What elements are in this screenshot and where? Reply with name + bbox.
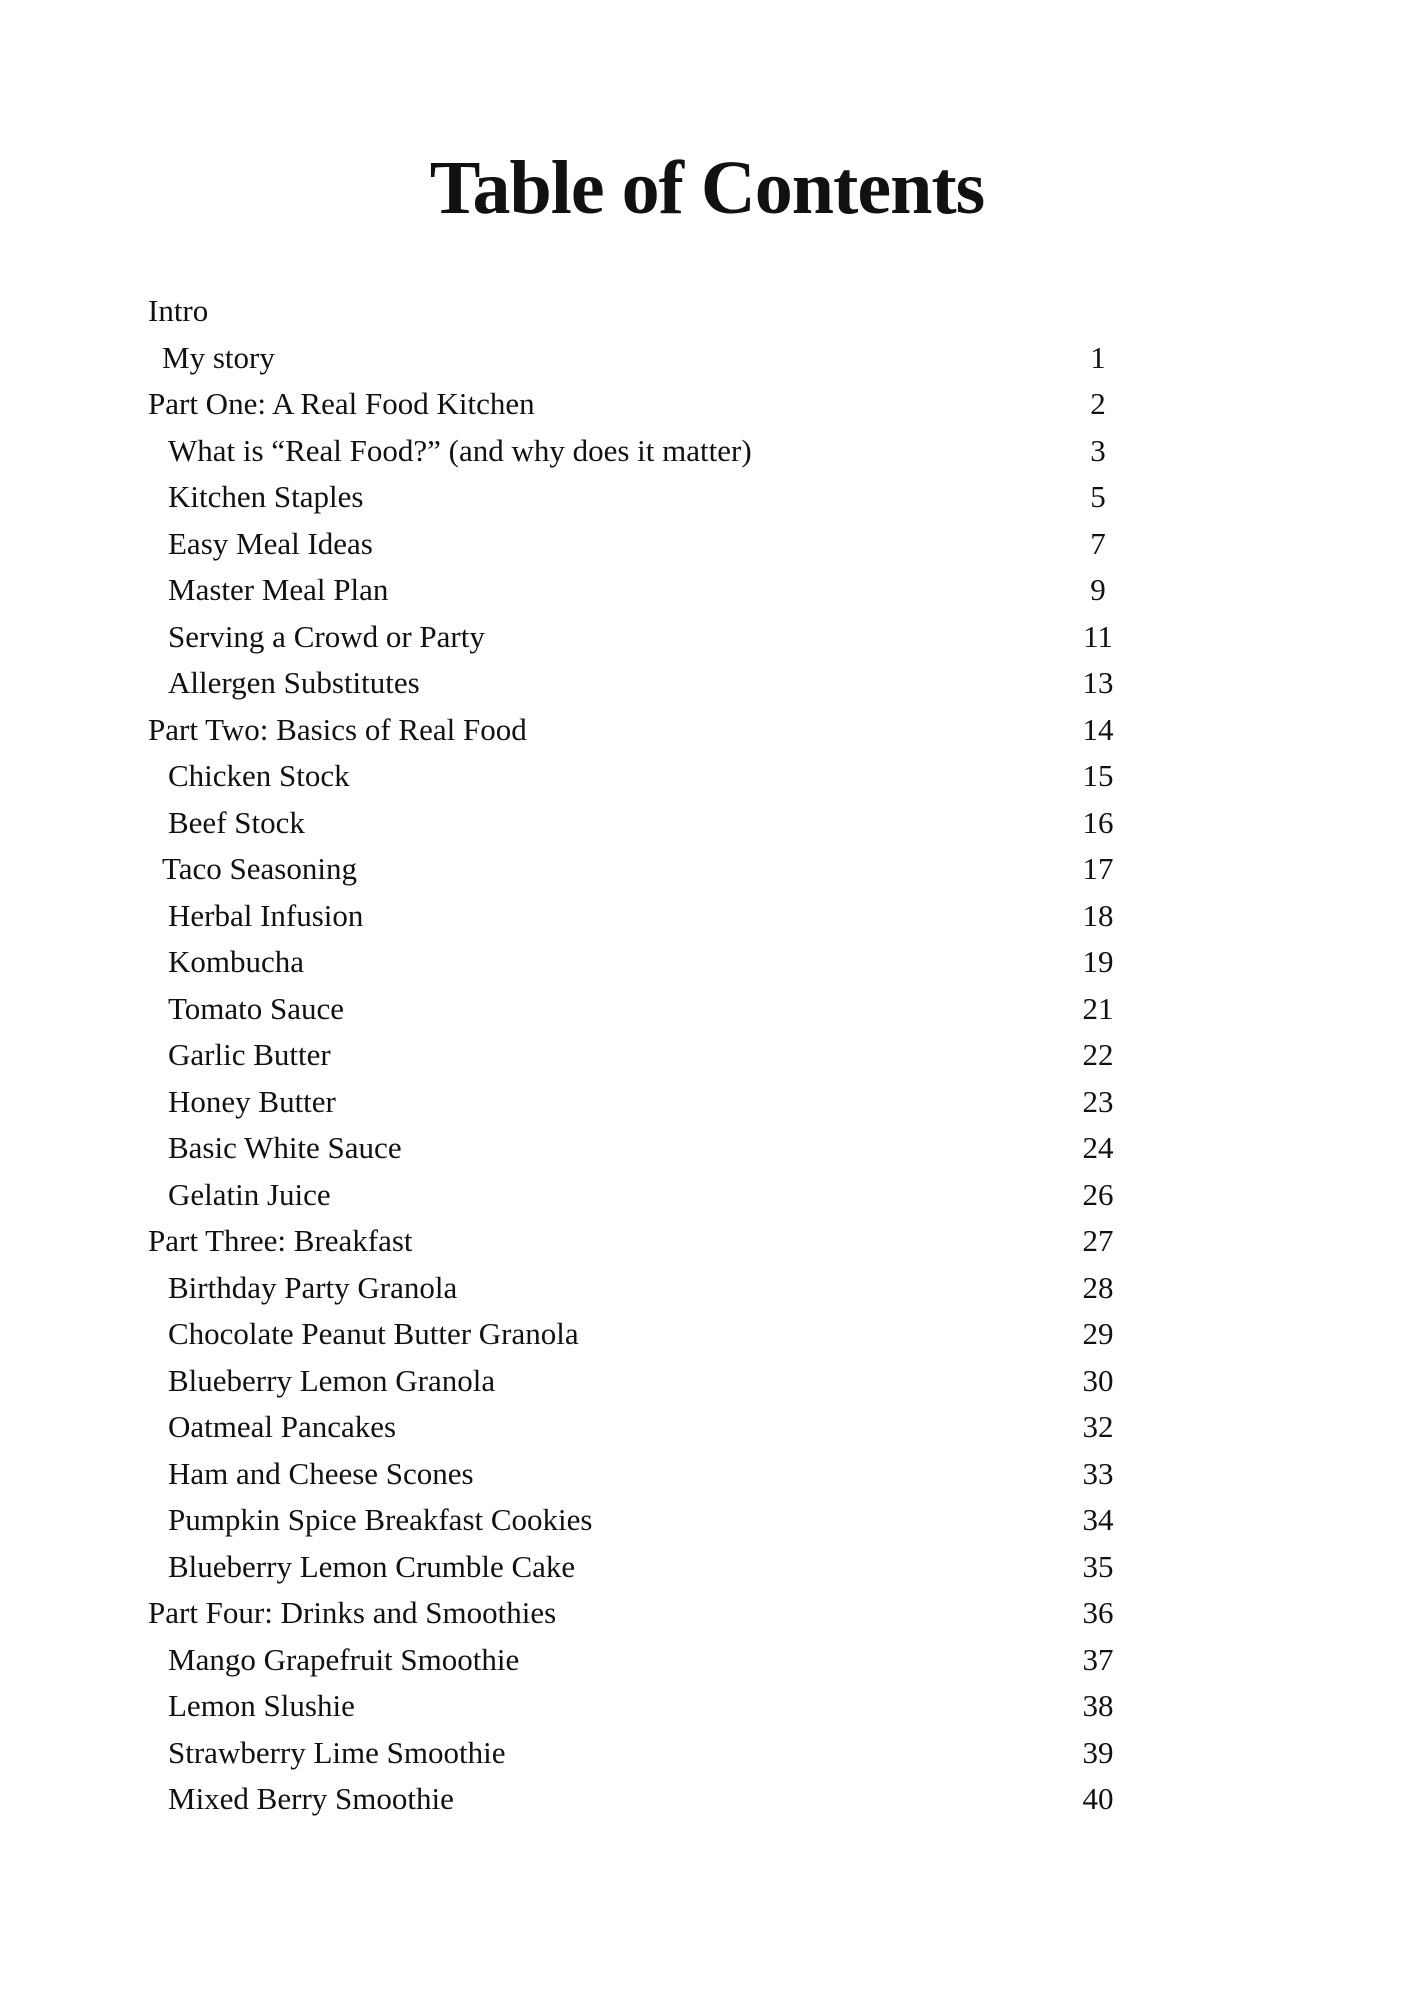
toc-page-number: 39 bbox=[1082, 1734, 1114, 1770]
toc-entry-title: Gelatin Juice bbox=[168, 1176, 331, 1212]
toc-entry bbox=[148, 1032, 1138, 1079]
toc-entry-title: Serving a Crowd or Party bbox=[168, 618, 485, 654]
toc-page-number: 40 bbox=[1082, 1781, 1114, 1816]
toc-page-number: 1 bbox=[1090, 339, 1106, 375]
toc-entry-title: Blueberry Lemon Granola bbox=[168, 1362, 496, 1398]
table-of-contents bbox=[148, 288, 1138, 1823]
toc-entry-title: Allergen Substitutes bbox=[168, 665, 420, 700]
toc-page-number: 33 bbox=[1082, 1455, 1114, 1491]
page-title: Table of Contents bbox=[429, 146, 985, 230]
toc-entry bbox=[148, 1637, 1138, 1684]
toc-page-number: 36 bbox=[1082, 1595, 1114, 1630]
toc-entry bbox=[148, 521, 1138, 568]
toc-entry bbox=[148, 893, 1138, 940]
toc-entry-title: Oatmeal Pancakes bbox=[168, 1409, 397, 1444]
toc-page-number: 14 bbox=[1082, 711, 1114, 747]
toc-page-number: 30 bbox=[1082, 1362, 1114, 1398]
toc-page-number: 15 bbox=[1082, 758, 1114, 793]
toc-page-number: 29 bbox=[1082, 1316, 1114, 1351]
toc-entry bbox=[148, 1590, 1138, 1637]
toc-entry-title: Herbal Infusion bbox=[168, 897, 364, 933]
toc-page-number: 28 bbox=[1082, 1269, 1114, 1305]
toc-entry-title: Pumpkin Spice Breakfast Cookies bbox=[168, 1502, 593, 1537]
toc-entry-title: Chicken Stock bbox=[168, 758, 350, 793]
toc-entry bbox=[148, 939, 1138, 986]
toc-page-number: 22 bbox=[1082, 1037, 1114, 1072]
toc-page-number: 38 bbox=[1082, 1688, 1114, 1723]
toc-entry bbox=[148, 1683, 1138, 1730]
toc-entry bbox=[148, 567, 1138, 614]
toc-entry-title: Blueberry Lemon Crumble Cake bbox=[168, 1548, 576, 1584]
toc-page-number: 9 bbox=[1090, 572, 1106, 607]
toc-page-number: 32 bbox=[1082, 1409, 1114, 1444]
toc-entry bbox=[148, 1079, 1138, 1126]
toc-entry bbox=[148, 474, 1138, 521]
toc-entry bbox=[148, 1218, 1138, 1265]
toc-entry bbox=[148, 1358, 1138, 1405]
toc-entry bbox=[148, 660, 1138, 707]
toc-page-number: 5 bbox=[1090, 479, 1106, 514]
toc-page-number: 34 bbox=[1082, 1502, 1114, 1537]
toc-entry-title: Easy Meal Ideas bbox=[168, 525, 373, 561]
toc-entry-title: Part Two: Basics of Real Food bbox=[148, 711, 527, 747]
toc-entry bbox=[148, 1776, 1138, 1823]
toc-entry-title: Kombucha bbox=[168, 944, 305, 979]
toc-entry bbox=[148, 1544, 1138, 1591]
toc-entry bbox=[148, 1730, 1138, 1777]
toc-page-number: 21 bbox=[1082, 990, 1114, 1026]
toc-page-number: 37 bbox=[1082, 1641, 1114, 1677]
toc-entry bbox=[148, 1497, 1138, 1544]
toc-page-number: 3 bbox=[1090, 432, 1106, 468]
toc-entry bbox=[148, 753, 1138, 800]
toc-entry bbox=[148, 381, 1138, 428]
toc-entry bbox=[148, 288, 1138, 335]
toc-entry-title: Garlic Butter bbox=[168, 1037, 331, 1072]
toc-entry bbox=[148, 986, 1138, 1033]
toc-entry bbox=[148, 1451, 1138, 1498]
toc-page-number: 23 bbox=[1082, 1083, 1114, 1119]
toc-entry bbox=[148, 614, 1138, 661]
toc-page-number: 18 bbox=[1082, 897, 1114, 933]
toc-page-number: 16 bbox=[1082, 804, 1114, 840]
toc-page-number: 35 bbox=[1082, 1548, 1114, 1584]
toc-entry-title: Basic White Sauce bbox=[168, 1130, 402, 1165]
toc-entry-title: Intro bbox=[148, 293, 209, 328]
toc-entry-title: Part Three: Breakfast bbox=[148, 1223, 413, 1258]
toc-page-number: 13 bbox=[1082, 665, 1114, 700]
toc-page-number: 2 bbox=[1090, 386, 1106, 421]
toc-entry-title: Part One: A Real Food Kitchen bbox=[148, 386, 535, 421]
toc-entry bbox=[148, 1404, 1138, 1451]
toc-page-number: 26 bbox=[1082, 1176, 1114, 1212]
toc-entry-title: Taco Seasoning bbox=[162, 851, 357, 886]
toc-entry-title: Tomato Sauce bbox=[168, 990, 345, 1026]
toc-entry-title: Mango Grapefruit Smoothie bbox=[168, 1641, 520, 1677]
toc-entry-title: Lemon Slushie bbox=[168, 1688, 355, 1723]
toc-page-number: 27 bbox=[1082, 1223, 1114, 1258]
toc-entry-title: Birthday Party Granola bbox=[168, 1269, 458, 1305]
toc-entry-title: Chocolate Peanut Butter Granola bbox=[168, 1316, 579, 1351]
toc-entry-title: My story bbox=[162, 339, 275, 375]
toc-entry-title: Mixed Berry Smoothie bbox=[168, 1781, 454, 1816]
toc-entry-title: Part Four: Drinks and Smoothies bbox=[148, 1595, 557, 1630]
toc-entry bbox=[148, 846, 1138, 893]
toc-entry-title: Kitchen Staples bbox=[168, 479, 364, 514]
toc-page-number: 17 bbox=[1082, 851, 1114, 886]
toc-page-number: 24 bbox=[1082, 1130, 1114, 1165]
toc-page-number: 19 bbox=[1082, 944, 1114, 979]
toc-page-number: 11 bbox=[1083, 618, 1113, 654]
toc-entry bbox=[148, 707, 1138, 754]
toc-entry-title: Strawberry Lime Smoothie bbox=[168, 1734, 506, 1770]
toc-entry-title: Master Meal Plan bbox=[168, 572, 389, 607]
toc-entry bbox=[148, 1311, 1138, 1358]
toc-entry bbox=[148, 428, 1138, 475]
toc-entry-title: Honey Butter bbox=[168, 1083, 336, 1119]
toc-entry bbox=[148, 335, 1138, 382]
toc-entry-title: Ham and Cheese Scones bbox=[168, 1455, 474, 1491]
toc-entry-title: Beef Stock bbox=[168, 804, 305, 840]
toc-entry bbox=[148, 800, 1138, 847]
toc-entry-title: What is “Real Food?” (and why does it matter) bbox=[168, 432, 752, 468]
toc-entry bbox=[148, 1172, 1138, 1219]
toc-entry bbox=[148, 1125, 1138, 1172]
toc-entry bbox=[148, 1265, 1138, 1312]
toc-page-number: 7 bbox=[1090, 525, 1106, 561]
